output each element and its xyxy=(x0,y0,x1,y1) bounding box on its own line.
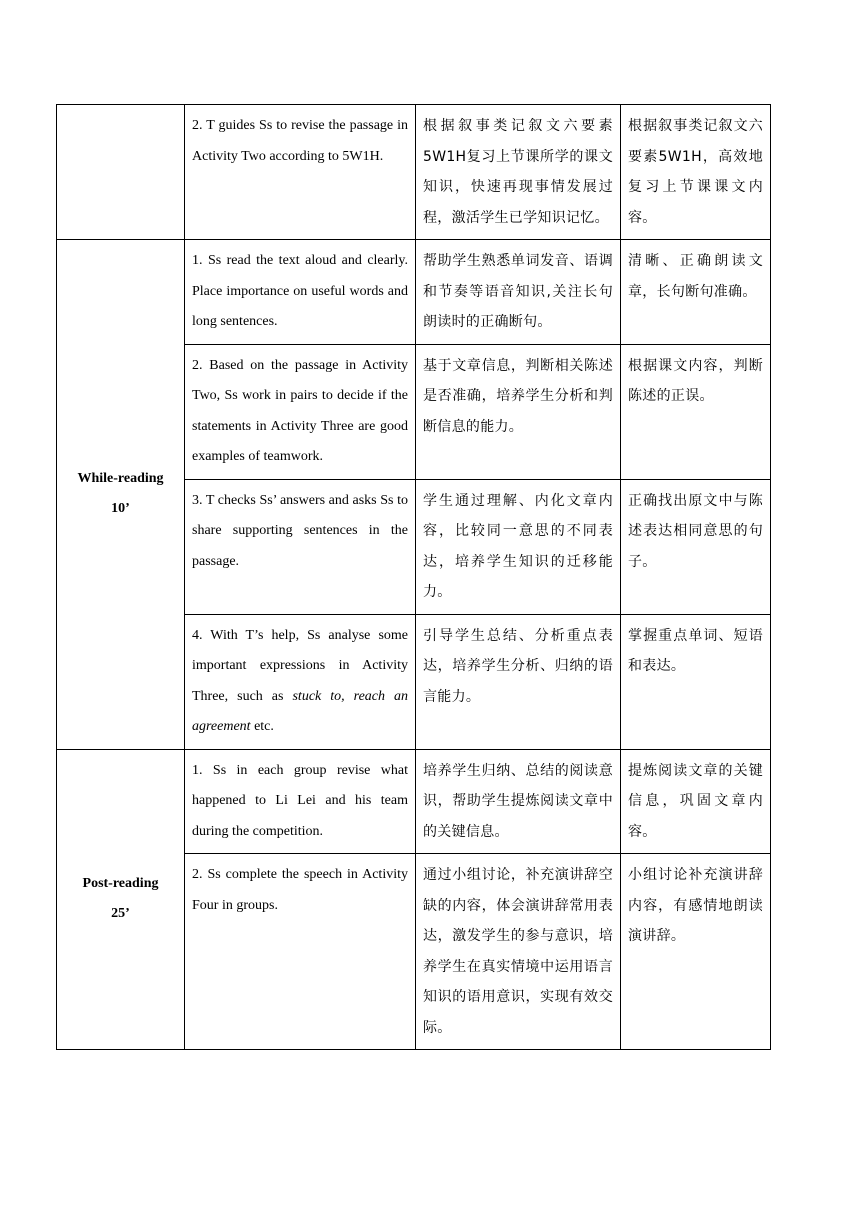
procedure-cell: 1. Ss in each group revise what happened to Li Lei and his team during the competition. xyxy=(185,749,416,854)
goal-cell: 掌握重点单词、短语和表达。 xyxy=(621,614,771,749)
stage-cell xyxy=(57,105,185,240)
goal-cell: 根据叙事类记叙文六要素5W1H，高效地复习上节课课文内容。 xyxy=(621,105,771,240)
procedure-emphasis: stuck to, reach an agreement xyxy=(192,688,409,734)
purpose-cell: 培养学生归纳、总结的阅读意识，帮助学生提炼阅读文章中的关键信息。 xyxy=(416,749,621,854)
table-row xyxy=(57,749,771,854)
procedure-text: 4. With T’s help, Ss analyse some important expressions in Activity Three, such as xyxy=(192,627,408,704)
stage-cell-post-reading xyxy=(57,749,185,1050)
purpose-cell: 根据叙事类记叙文六要素5W1H复习上节课所学的课文知识，快速再现事情发展过程，激活学生已学知识记忆。 xyxy=(416,105,621,240)
procedure-text-end: etc. xyxy=(250,719,274,734)
purpose-cell: 基于文章信息，判断相关陈述是否准确，培养学生分析和判断信息的能力。 xyxy=(416,344,621,479)
procedure-cell: 2. Ss complete the speech in Activity Four in groups. xyxy=(185,854,416,1050)
stage-name: While-reading xyxy=(77,470,164,486)
purpose-cell: 通过小组讨论，补充演讲辞空缺的内容，体会演讲辞常用表达，激发学生的参与意识，培养学生在真实情境中运用语言知识的语用意识，实现有效交际。 xyxy=(416,854,621,1050)
stage-cell-while-reading xyxy=(57,240,185,750)
procedure-cell: 2. Based on the passage in Activity Two, Ss work in pairs to decide if the statements in Activity Three are good examples of teamwork. xyxy=(185,344,416,479)
purpose-cell: 帮助学生熟悉单词发音、语调和节奏等语音知识,关注长句朗读时的正确断句。 xyxy=(416,240,621,345)
table-row xyxy=(57,240,771,345)
stage-name: Post-reading xyxy=(82,875,159,891)
procedure-cell: 2. T guides Ss to revise the passage in Activity Two according to 5W1H. xyxy=(185,105,416,240)
goal-cell: 小组讨论补充演讲辞内容，有感情地朗读演讲辞。 xyxy=(621,854,771,1050)
lesson-plan-table xyxy=(56,104,771,1050)
goal-cell: 提炼阅读文章的关键信息，巩固文章内容。 xyxy=(621,749,771,854)
stage-time: 10’ xyxy=(111,501,130,517)
goal-cell: 根据课文内容，判断陈述的正误。 xyxy=(621,344,771,479)
purpose-cell: 引导学生总结、分析重点表达，培养学生分析、归纳的语言能力。 xyxy=(416,614,621,749)
stage-time: 25’ xyxy=(111,906,130,922)
goal-cell: 正确找出原文中与陈述表达相同意思的句子。 xyxy=(621,479,771,614)
table-row xyxy=(57,105,771,240)
purpose-cell: 学生通过理解、内化文章内容，比较同一意思的不同表达，培养学生知识的迁移能力。 xyxy=(416,479,621,614)
procedure-cell: 3. T checks Ss’ answers and asks Ss to share supporting sentences in the passage. xyxy=(185,479,416,614)
procedure-cell xyxy=(185,614,416,749)
goal-cell: 清晰、正确朗读文章，长句断句准确。 xyxy=(621,240,771,345)
procedure-cell: 1. Ss read the text aloud and clearly. Place importance on useful words and long sentences. xyxy=(185,240,416,345)
